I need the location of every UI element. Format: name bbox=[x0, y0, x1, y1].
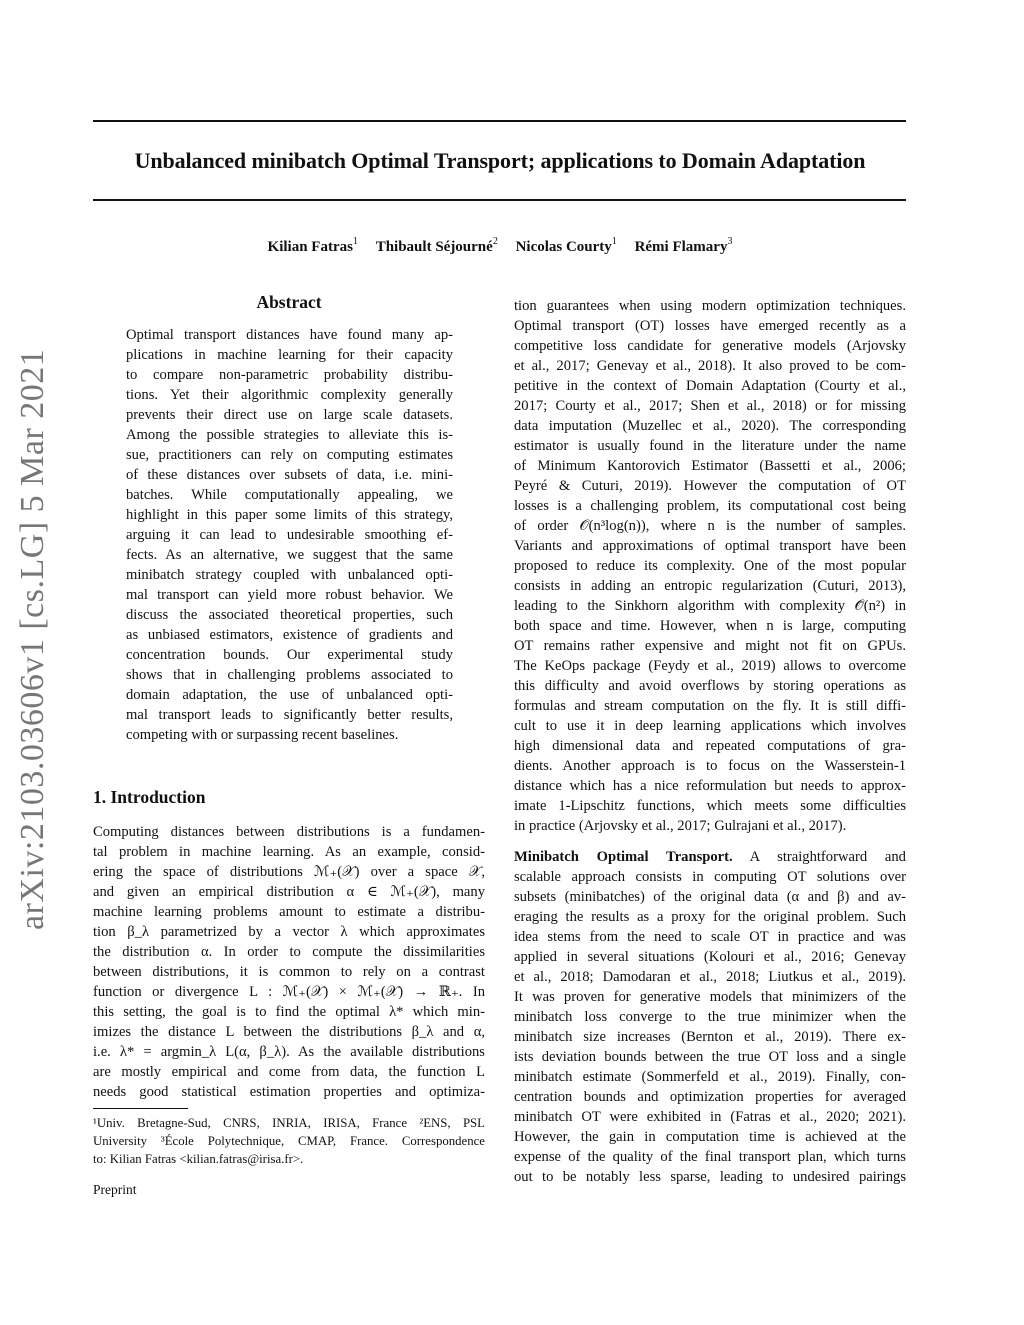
right-column-body bbox=[514, 296, 906, 1187]
text-line: dients. Another approach is to focus on the Wasserstein-1 bbox=[514, 758, 906, 774]
text-line: data imputation (Muzellec et al., 2020). The corresponding bbox=[514, 418, 906, 434]
text-line bbox=[514, 847, 906, 867]
text-line: i.e. λ* = argmin_λ L(α, β_λ). As the available distributions bbox=[93, 1044, 485, 1060]
footnote-rule bbox=[93, 1108, 188, 1109]
text-run: A straightforward and bbox=[732, 849, 906, 865]
text-line: tal problem in machine learning. As an example, consid- bbox=[93, 844, 485, 860]
paper-title: Unbalanced minibatch Optimal Transport; applications to Domain Adaptation bbox=[134, 148, 866, 173]
text-line: ists deviation bounds between the true OT loss and a single bbox=[514, 1049, 906, 1065]
author: Kilian Fatras$^1$ bbox=[267, 236, 358, 255]
footnote bbox=[93, 1114, 485, 1168]
text-line: expense of the quality of the final transport plan, which turns bbox=[514, 1149, 906, 1165]
text-line: discuss the associated theoretical properties, such bbox=[126, 607, 453, 623]
paragraph bbox=[514, 296, 906, 836]
text-line: to compare non-parametric probability distribu- bbox=[126, 367, 453, 383]
text-line: However, the gain in computation time is achieved at the bbox=[514, 1129, 906, 1145]
text-line: function or divergence L : ℳ₊(𝒳) × ℳ₊(𝒳) → ℝ₊. In bbox=[93, 984, 485, 1000]
text-line: OT remains rather expensive and might not fit on GPUs. bbox=[514, 638, 906, 654]
author: Rémi Flamary$^3$ bbox=[634, 236, 733, 255]
text-line: 2017; Courty et al., 2017; Shen et al., 2018) or for missing bbox=[514, 398, 906, 414]
text-line: et al., 2018; Damodaran et al., 2018; Liutkus et al., 2019). bbox=[514, 969, 906, 985]
author: Nicolas Courty$^1$ bbox=[515, 236, 617, 255]
text-line: consists in adding an entropic regularization (Cuturi, 2013), bbox=[514, 578, 906, 594]
text-line: petitive in the context of Domain Adaptation (Courty et al., bbox=[514, 378, 906, 394]
text-line: minibatch loss converge to the true minimizer when the bbox=[514, 1009, 906, 1025]
text-line: between distributions, it is common to rely on a contrast bbox=[93, 964, 485, 980]
text-line: both space and time. However, when n is large, computing bbox=[514, 618, 906, 634]
text-line: high dimensional data and repeated computations of gra- bbox=[514, 738, 906, 754]
text-line: subsets (minibatches) of the original data (α and β) and av- bbox=[514, 889, 906, 905]
text-line: the distribution α. In order to compute the dissimilarities bbox=[93, 944, 485, 960]
text-line: Computing distances between distributions is a fundamen- bbox=[93, 824, 485, 840]
text-line: of order 𝒪(n³log(n)), where n is the number of samples. bbox=[514, 518, 906, 534]
text-line: Variants and approximations of optimal transport have been bbox=[514, 538, 906, 554]
paragraph-minibatch-ot bbox=[514, 847, 906, 1187]
text-line: Peyré & Cuturi, 2019). However the computation of OT bbox=[514, 478, 906, 494]
text-line: machine learning problems amount to estimate a distribu- bbox=[93, 904, 485, 920]
text-line: estimator is usually found in the literature under the name bbox=[514, 438, 906, 454]
text-line: competitive loss candidate for generative models (Arjovsky bbox=[514, 338, 906, 354]
text-line: domain adaptation, the use of unbalanced opti- bbox=[126, 687, 453, 703]
text-line: to: Kilian Fatras <kilian.fatras@irisa.fr>. bbox=[93, 1152, 304, 1166]
introduction-body bbox=[93, 822, 485, 1102]
text-line: tions. Yet their algorithmic complexity generally bbox=[126, 387, 453, 403]
text-line: ering the space of distributions ℳ₊(𝒳) over a space 𝒳, bbox=[93, 864, 485, 880]
text-line: this difficulty and avoid overflows by storing operations as bbox=[514, 678, 906, 694]
text-line: tion guarantees when using modern optimization techniques. bbox=[514, 298, 906, 314]
text-line: centration bounds and optimization properties for averaged bbox=[514, 1089, 906, 1105]
author-list bbox=[60, 236, 940, 256]
text-line: sue, practitioners can rely on computing estimates bbox=[126, 447, 453, 463]
text-line: formulas and stream computation on the fly. It is still diffi- bbox=[514, 698, 906, 714]
preprint-label: Preprint bbox=[93, 1182, 137, 1197]
text-line: Among the possible strategies to alleviate this is- bbox=[126, 427, 453, 443]
text-line: minibatch strategy coupled with unbalanced opti- bbox=[126, 567, 453, 583]
text-line: of Minimum Kantorovich Estimator (Bassetti et al., 2006; bbox=[514, 458, 906, 474]
text-line: concentration bounds. Our experimental study bbox=[126, 647, 453, 663]
text-line: The KeOps package (Feydy et al., 2019) allows to overcome bbox=[514, 658, 906, 674]
text-line: competing with or surpassing recent baselines. bbox=[126, 727, 399, 743]
text-line: Optimal transport distances have found many ap- bbox=[126, 327, 453, 343]
text-line: scalable approach consists in computing OT solutions over bbox=[514, 869, 906, 885]
abstract-body bbox=[126, 325, 453, 745]
text-line: are mostly empirical and come from data, the function L bbox=[93, 1064, 485, 1080]
text-line: batches. While computationally appealing, we bbox=[126, 487, 453, 503]
text-line: mal transport leads to significantly better results, bbox=[126, 707, 453, 723]
text-line: needs good statistical estimation properties and optimiza- bbox=[93, 1084, 485, 1100]
text-line: cult to use it in deep learning applications which involves bbox=[514, 718, 906, 734]
text-line: shows that in challenging problems associated to bbox=[126, 667, 453, 683]
text-line: eraging the results as a proxy for the original problem. Such bbox=[514, 909, 906, 925]
text-line: prevents their direct use on large scale datasets. bbox=[126, 407, 453, 423]
text-line: ¹Univ. Bretagne-Sud, CNRS, INRIA, IRISA, France ²ENS, PSL bbox=[93, 1116, 485, 1130]
text-line: of these distances over subsets of data, i.e. mini- bbox=[126, 467, 453, 483]
text-line: Optimal transport (OT) losses have emerged recently as a bbox=[514, 318, 906, 334]
text-line: imate 1-Lipschitz functions, which meets some difficulties bbox=[514, 798, 906, 814]
text-line: distance which has a nice reformulation but needs to approx- bbox=[514, 778, 906, 794]
text-line: this setting, the goal is to find the optimal λ* which min- bbox=[93, 1004, 485, 1020]
text-line: It was proven for generative models that minimizers of the bbox=[514, 989, 906, 1005]
text-line: out to be notably less sparse, leading to undesired pairings bbox=[514, 1169, 906, 1185]
author: Thibault Séjourné$^2$ bbox=[375, 236, 498, 255]
text-line: proposed to reduce its complexity. One of the most popular bbox=[514, 558, 906, 574]
text-line: minibatch OT were exhibited in (Fatras et al., 2020; 2021). bbox=[514, 1109, 906, 1125]
text-line: and given an empirical distribution α ∈ ℳ₊(𝒳), many bbox=[93, 884, 485, 900]
text-line: applied in several situations (Kolouri et al., 2016; Genevay bbox=[514, 949, 906, 965]
text-line: losses is a challenging problem, its computational cost being bbox=[514, 498, 906, 514]
text-line: University ³École Polytechnique, CMAP, France. Correspondence bbox=[93, 1134, 485, 1148]
text-line: et al., 2017; Genevay et al., 2018). It also proved to be com- bbox=[514, 358, 906, 374]
title-rule-top bbox=[93, 120, 906, 122]
abstract-heading: Abstract bbox=[256, 292, 322, 312]
arxiv-identifier: arXiv:2103.03606v1 [cs.LG] 5 Mar 2021 bbox=[14, 348, 51, 930]
section-heading-introduction: 1. Introduction bbox=[93, 787, 206, 807]
title-rule-bottom bbox=[93, 199, 906, 201]
text-line: as unbiased estimators, existence of gradients and bbox=[126, 627, 453, 643]
text-line: idea stems from the need to scale OT in practice and was bbox=[514, 929, 906, 945]
text-line: leading to the Sinkhorn algorithm with complexity 𝒪̃(n²) in bbox=[514, 598, 906, 614]
text-line: fects. As an alternative, we suggest that the same bbox=[126, 547, 453, 563]
text-line: minibatch estimate (Sommerfeld et al., 2019). Finally, con- bbox=[514, 1069, 906, 1085]
text-line: tion β_λ parametrized by a vector λ which approximates bbox=[93, 924, 485, 940]
text-line: mal transport can yield more robust behavior. We bbox=[126, 587, 453, 603]
text-line: plications in machine learning for their capacity bbox=[126, 347, 453, 363]
text-line: in practice (Arjovsky et al., 2017; Gulrajani et al., 2017). bbox=[514, 818, 847, 834]
text-line: imizes the distance L between the distributions β_λ and α, bbox=[93, 1024, 485, 1040]
text-line: arguing it can lead to undesirable smoothing ef- bbox=[126, 527, 453, 543]
text-line: minibatch size increases (Bernton et al., 2019). There ex- bbox=[514, 1029, 906, 1045]
paragraph-title: Minibatch Optimal Transport. bbox=[514, 849, 733, 865]
text-line: highlight in this paper some limits of this strategy, bbox=[126, 507, 453, 523]
